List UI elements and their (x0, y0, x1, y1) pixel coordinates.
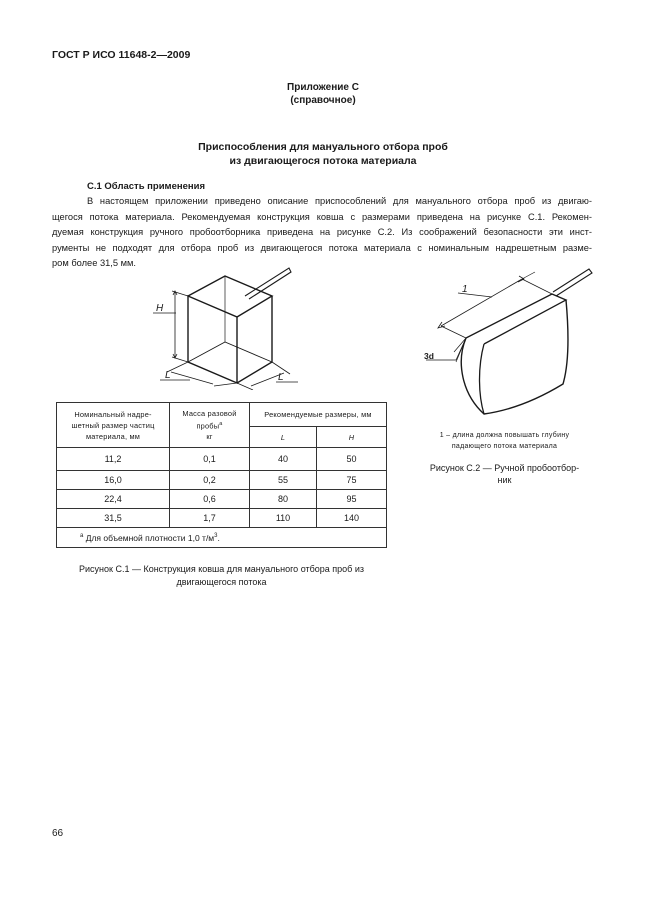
table-row: 16,0 0,2 55 75 (57, 471, 387, 490)
body-line: ром более 31,5 мм. (52, 258, 136, 269)
annex-kind: (справочное) (290, 95, 356, 106)
table-footnote: $^а$ Для объемной плотности 1,0 $т/м^3$. (57, 528, 387, 548)
table-row: 11,2 0,1 40 50 (57, 448, 387, 471)
sampler-label-3d: 3d (424, 351, 434, 361)
table-header-dimensions: Рекомендуемые размеры, мм (250, 403, 387, 427)
page-number: 66 (52, 828, 64, 839)
main-title-line1: Приспособления для мануального отбора проб (198, 141, 448, 153)
figure2-note: 1 – длина должна повышать глубину падающего потока материала (439, 432, 570, 450)
body-line: рументы не подходят для отбора проб из двигающегося потока материала с номинальным надрешетным разме- (52, 242, 592, 253)
scoop-drawing (150, 262, 300, 390)
table-subheader-l: L (250, 427, 317, 448)
document-header: ГОСТ Р ИСО 11648-2—2009 (52, 49, 191, 61)
scoop-dimensions-table (56, 402, 387, 548)
scoop-label-l-left: L (165, 370, 171, 381)
hand-sampler-drawing (418, 262, 596, 420)
section-body (52, 194, 592, 272)
table-header-mass: Масса разовой пробы$^а$ кг (170, 403, 250, 448)
table-row: 31,5 1,7 110 140 (57, 509, 387, 528)
section-heading: С.1 Область применения (87, 181, 206, 192)
main-title-line2: из двигающегося потока материала (229, 155, 417, 167)
scoop-label-l-right: L (278, 372, 284, 383)
table-header-size: Номинальный надре- шетный размер частиц материала, мм (57, 403, 170, 448)
body-line: дуемая конструкция ручного пробоотборника приведена на рисунке С.2. Из соображений безопасности эти инст- (52, 227, 592, 238)
annex-title: Приложение С (287, 82, 359, 93)
figure2-caption: Рисунок С.2 — Ручной пробоотбор- ник (429, 463, 580, 485)
scoop-label-h: H (156, 303, 164, 314)
figure1-caption: Рисунок С.1 — Конструкция ковша для мануального отбора проб из двигающегося потока (79, 564, 364, 587)
body-line: щегося потока материала. Рекомендуемая конструкция ковша с размерами приведена на рисунке С.1. Рекомен- (52, 211, 592, 222)
table-row: 22,4 0,6 80 95 (57, 490, 387, 509)
body-line: В настоящем приложении приведено описание приспособлений для мануального отбора проб из двигаю- (87, 196, 592, 206)
sampler-label-1: 1 (462, 284, 468, 295)
table-subheader-h: H (317, 427, 387, 448)
